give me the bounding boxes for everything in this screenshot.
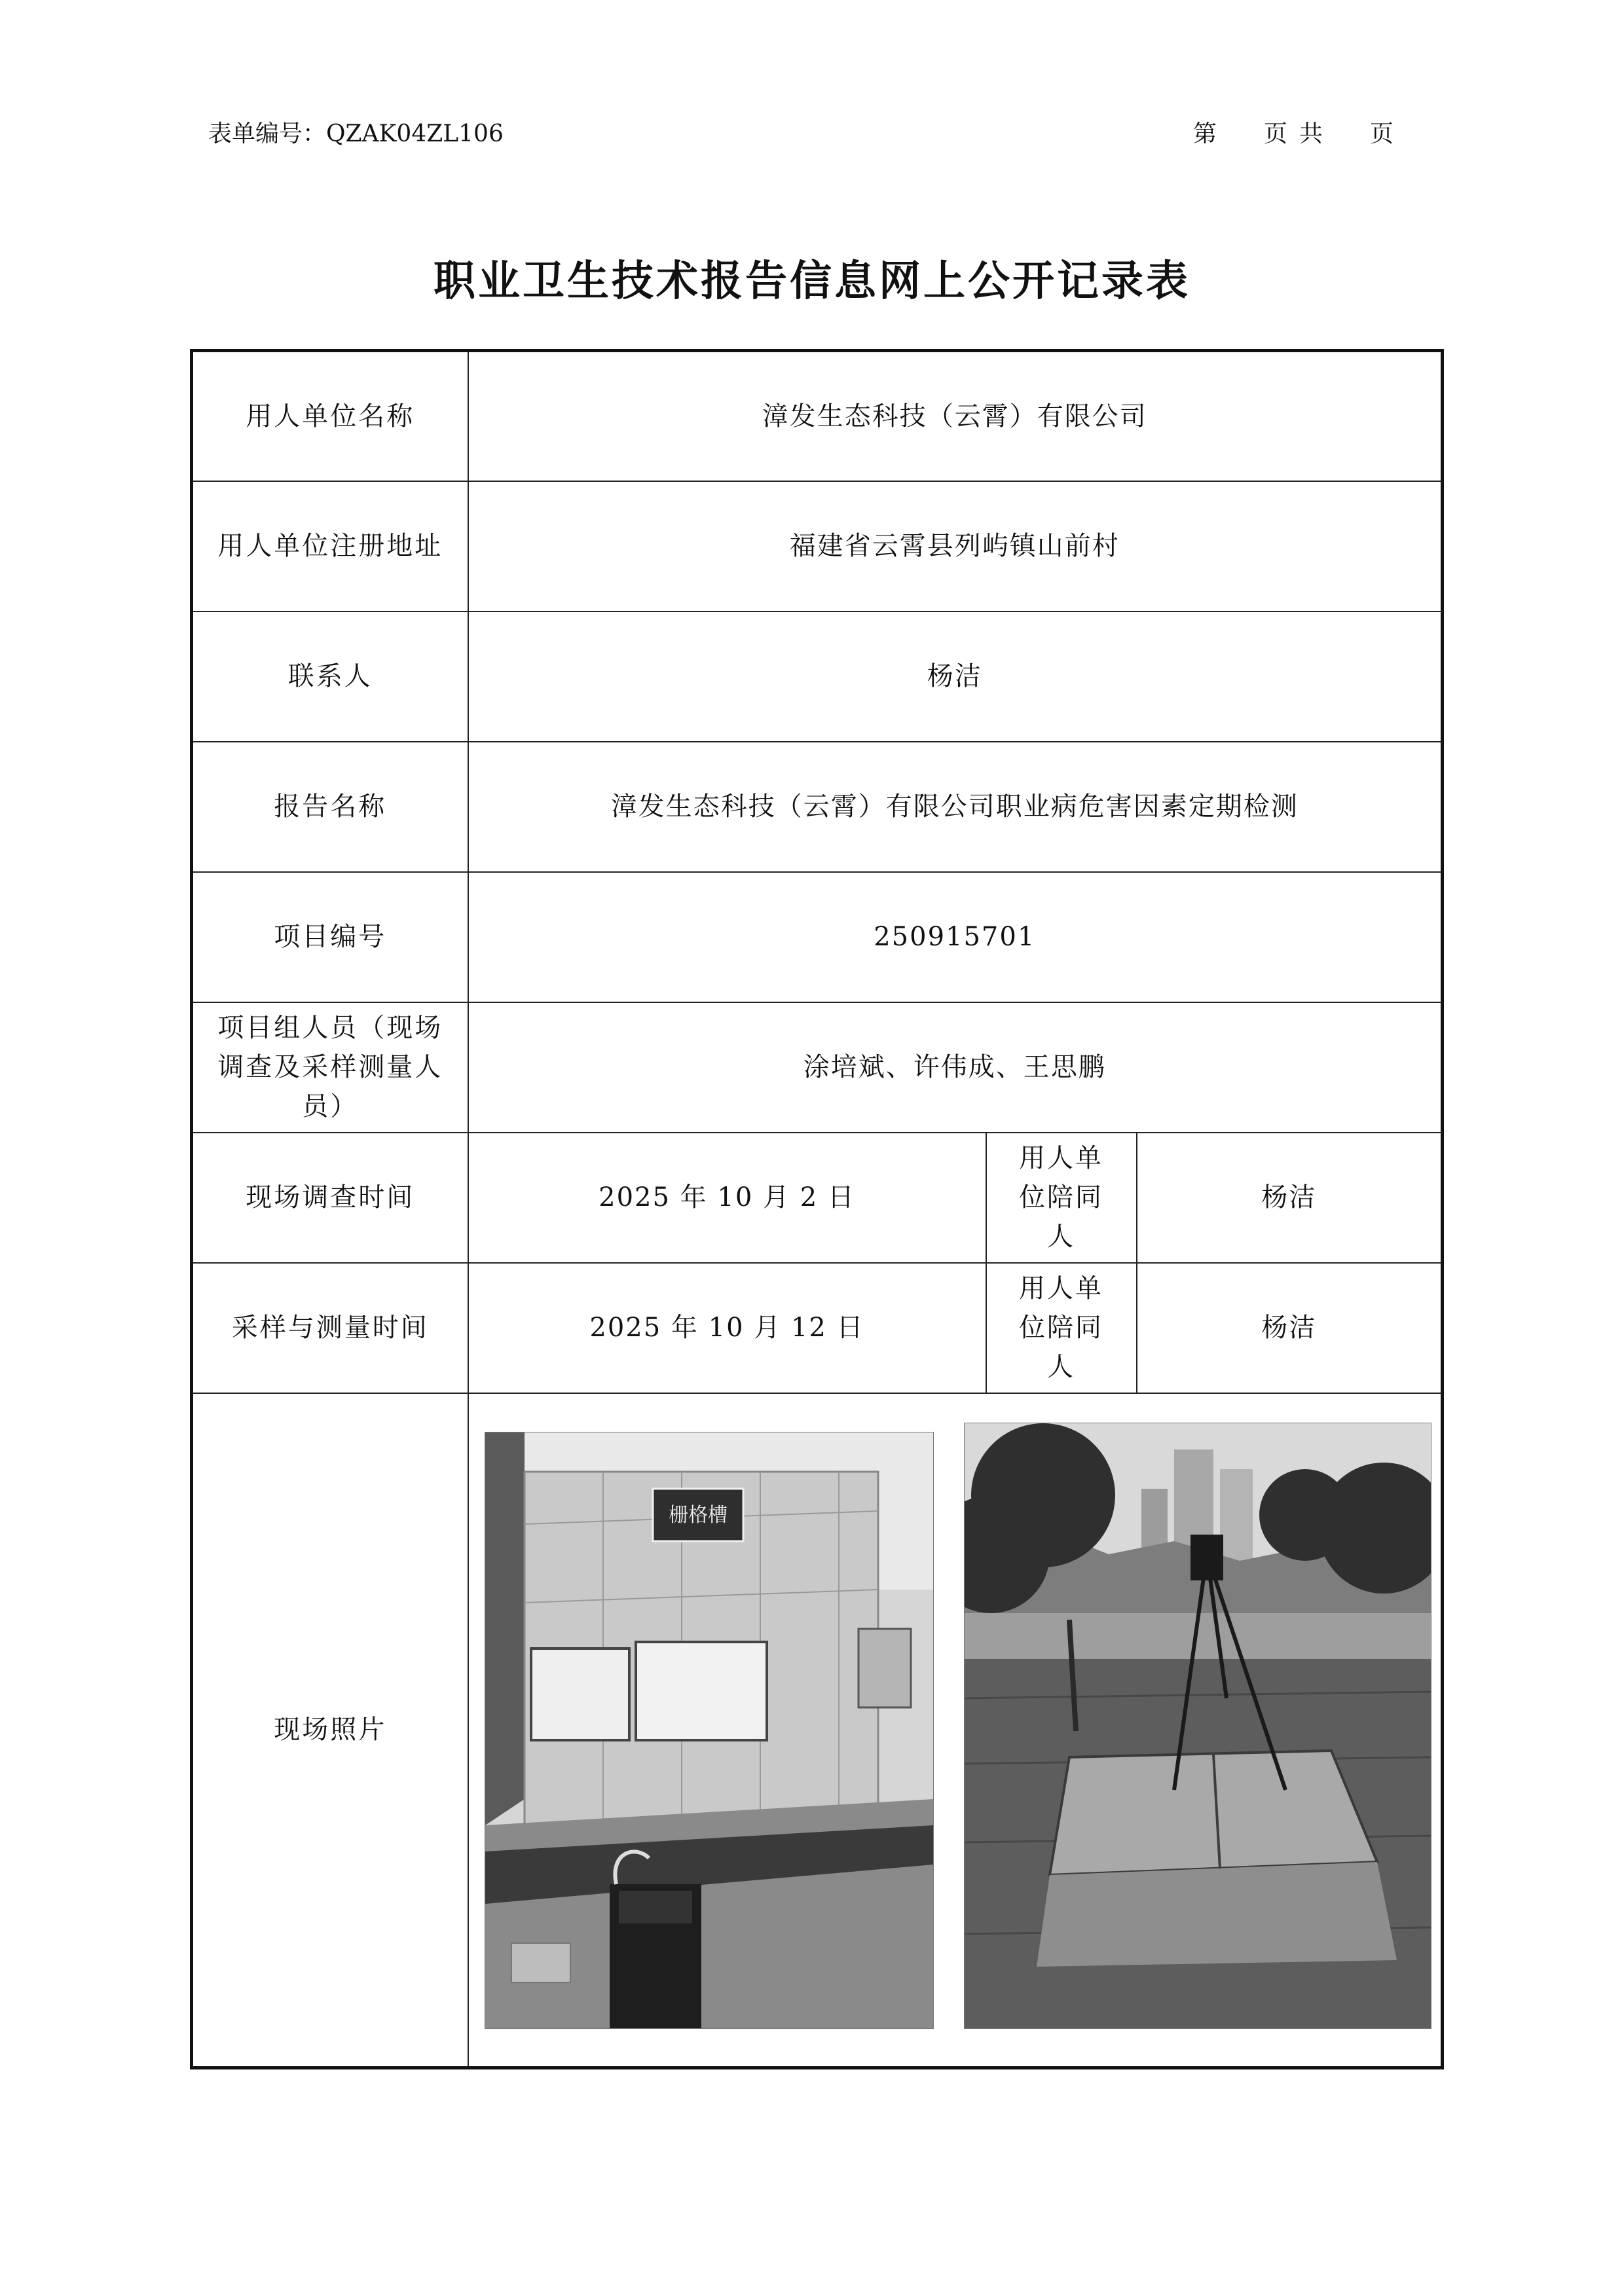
sampling-companion-value: 杨洁 [1137,1263,1443,1393]
survey-time-value: 2025 年 10 月 2 日 [468,1133,986,1263]
sampling-companion-label: 用人单位陪同人 [986,1263,1137,1393]
site-photo-outdoor [964,1423,1431,2029]
contact-value: 杨洁 [468,611,1443,742]
employer-address-label: 用人单位注册地址 [192,481,468,611]
project-members-value: 涂培斌、许伟成、王思鹏 [468,1002,1443,1133]
employer-address-value: 福建省云霄县列屿镇山前村 [468,481,1443,611]
project-number-label: 项目编号 [192,872,468,1002]
employer-name-label: 用人单位名称 [192,351,468,481]
report-name-value: 漳发生态科技（云霄）有限公司职业病危害因素定期检测 [468,742,1443,872]
page-label-gong: 共 [1299,120,1325,147]
row-sampling-time [192,1263,1443,1393]
contact-label: 联系人 [192,611,468,742]
photo-outdoor-graphic [965,1423,1431,2028]
photo-indoor-graphic [485,1432,933,2028]
survey-companion-label: 用人单位陪同人 [986,1133,1137,1263]
row-project-members [192,1002,1443,1133]
project-number-value: 250915701 [468,872,1443,1002]
survey-time-label: 现场调查时间 [192,1133,468,1263]
document-title: 职业卫生技术报告信息网上公开记录表 [434,257,1190,306]
row-contact [192,611,1443,742]
page-label-ye: 页 [1264,120,1289,147]
row-employer-name [192,351,1443,481]
row-survey-time [192,1133,1443,1263]
employer-name-value: 漳发生态科技（云霄）有限公司 [468,351,1443,481]
page-indicator [1193,115,1395,149]
survey-companion-value: 杨洁 [1137,1133,1443,1263]
site-photo-indoor [485,1432,934,2029]
report-name-label: 报告名称 [192,742,468,872]
photos-label: 现场照片 [192,1393,468,2068]
photos-cell [468,1393,1443,2068]
project-members-label: 项目组人员（现场调查及采样测量人员） [192,1002,468,1133]
sampling-time-label: 采样与测量时间 [192,1263,468,1393]
row-employer-address [192,481,1443,611]
sampling-time-value: 2025 年 10 月 12 日 [468,1263,986,1393]
row-report-name [192,742,1443,872]
form-number: 表单编号：QZAK04ZL106 [208,120,504,147]
page-label-di: 第 [1193,120,1219,147]
page-label-ye2: 页 [1370,120,1395,147]
row-photos [192,1393,1443,2068]
record-table [190,349,1444,2069]
sign-text: 栅格槽 [668,1503,728,1527]
row-project-number [192,872,1443,1002]
